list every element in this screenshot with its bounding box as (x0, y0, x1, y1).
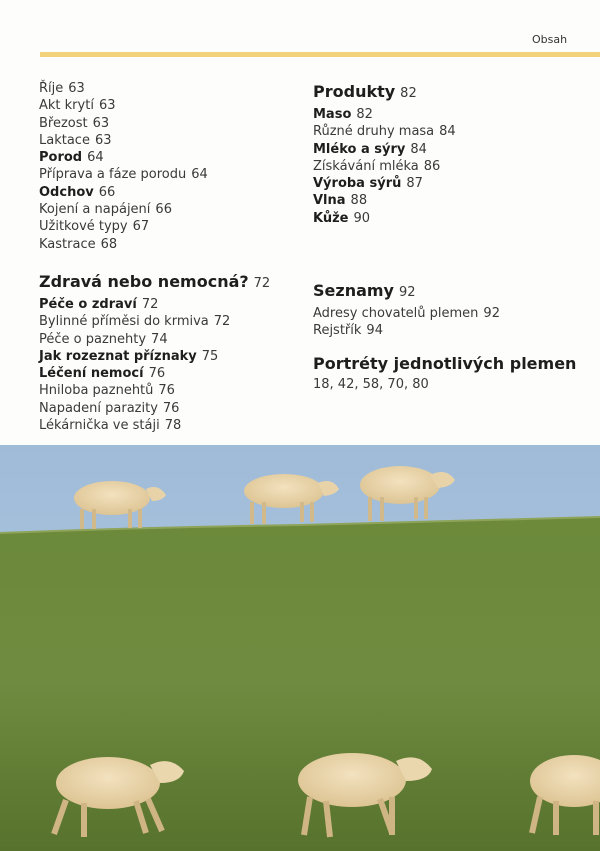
toc-entry-page: 67 (132, 219, 150, 235)
toc-entry-label: Produkty (313, 82, 396, 101)
toc-entry-label: Bylinné příměsi do krmiva (39, 314, 209, 330)
toc-entry (39, 201, 289, 218)
toc-section (39, 80, 289, 253)
toc-entry-page: 84 (439, 124, 456, 140)
toc-left-column (39, 80, 289, 434)
toc-section (313, 80, 593, 227)
toc-section (39, 270, 289, 434)
toc-entry-page: 64 (191, 167, 208, 183)
toc-entry-label: Rejstřík (313, 323, 362, 339)
toc-entry-page: 94 (366, 323, 383, 339)
toc-entry (313, 322, 593, 339)
toc-entry (313, 175, 593, 192)
toc-entry-page: 87 (406, 176, 423, 192)
toc-heading (313, 80, 593, 106)
toc-entry-label: Kůže (313, 210, 349, 226)
toc-heading (39, 270, 289, 296)
toc-entry-label: Porod (39, 150, 83, 166)
toc-entry-page: 63 (92, 115, 110, 131)
toc-heading (313, 279, 593, 305)
toc-entry-page: 92 (483, 306, 500, 322)
toc-section (313, 352, 593, 393)
toc-entry (39, 296, 289, 313)
toc-right-column (313, 80, 593, 393)
toc-entry (39, 97, 289, 114)
toc-entry (39, 166, 289, 183)
toc-entry-label: Odchov (39, 184, 94, 200)
toc-entry-page: 78 (164, 418, 182, 434)
toc-entry (39, 218, 289, 235)
toc-entry-label: Výroba sýrů (313, 176, 402, 192)
toc-entry (313, 106, 593, 123)
toc-entry-page: 76 (158, 383, 175, 399)
toc-entry-label: Březost (39, 115, 88, 131)
toc-entry (313, 158, 593, 175)
toc-entry-page: 92 (398, 285, 416, 301)
toc-entry-label: Seznamy (313, 281, 394, 301)
toc-entry-label: Říje (39, 81, 64, 96)
toc-entry-label: Maso (313, 107, 352, 122)
toc-entry-label: Mléko a sýry (313, 141, 406, 157)
toc-entry (39, 400, 289, 417)
toc-entry-label: Získávání mléka (313, 158, 419, 174)
toc-entry-page: 72 (253, 275, 271, 291)
toc-entry-label: Portréty jednotlivých plemen (313, 353, 577, 373)
toc-entry-page: 86 (423, 158, 441, 174)
toc-entry-page: 75 (201, 348, 219, 364)
toc-entry (39, 365, 289, 382)
section-label: Obsah (532, 33, 568, 46)
toc-entry (39, 115, 289, 132)
toc-entry-label: Akt krytí (39, 98, 94, 114)
toc-entry-label: Hniloba paznehtů (39, 383, 154, 399)
toc-entry-label: Jak rozeznat příznaky (39, 348, 197, 364)
toc-entry (313, 376, 593, 393)
toc-entry (39, 132, 289, 149)
toc-entry-page: 63 (68, 81, 85, 96)
toc-entry-label: Péče o paznehty (39, 331, 147, 347)
toc-entry (313, 305, 593, 322)
toc-entry-page: 82 (400, 86, 417, 101)
sheep-on-dyke-illustration (0, 445, 600, 851)
toc-entry-label: Lékárnička ve stáji (39, 418, 160, 434)
toc-entry-label: Adresy chovatelů plemen (313, 306, 479, 322)
toc-entry-page: 63 (98, 98, 116, 114)
toc-entry (313, 141, 593, 158)
toc-entry-page: 72 (141, 296, 159, 312)
toc-entry (39, 184, 289, 201)
toc-entry (39, 417, 289, 434)
toc-entry-label: Léčení nemocí (39, 366, 144, 382)
toc-entry (39, 382, 289, 399)
toc-entry (39, 149, 289, 166)
toc-entry-page: 76 (162, 400, 180, 416)
toc-entry-page: 88 (350, 193, 368, 209)
toc-entry-page: 63 (94, 132, 112, 148)
toc-entry-label: Vlna (313, 193, 346, 209)
toc-entry-label: Příprava a fáze porodu (39, 167, 187, 183)
toc-entry-page: 90 (353, 210, 371, 226)
toc-entry-label: Kastrace (39, 236, 96, 252)
toc-entry-label: Péče o zdraví (39, 296, 137, 312)
toc-entry (39, 80, 289, 97)
toc-entry-label: Napadení parazity (39, 400, 158, 416)
toc-entry-label: 18, 42, 58, 70, 80 (313, 376, 429, 392)
toc-entry-page: 82 (356, 107, 373, 122)
toc-entry-page: 84 (410, 141, 427, 157)
toc-entry-page: 66 (155, 202, 172, 218)
toc-heading (313, 352, 593, 376)
toc-entry-page: 64 (87, 150, 104, 166)
sheep-photo (0, 445, 600, 851)
toc-entry-label: Různé druhy masa (313, 124, 435, 140)
toc-entry-label: Užitkové typy (39, 219, 128, 235)
toc-entry-page: 76 (148, 366, 166, 382)
toc-entry-label: Laktace (39, 132, 90, 148)
header-rule (40, 52, 600, 57)
toc-entry (39, 348, 289, 365)
toc-entry (39, 313, 289, 330)
toc-entry-page: 68 (100, 236, 118, 252)
toc-entry (313, 123, 593, 140)
toc-entry-label: Zdravá nebo nemocná? (39, 271, 249, 291)
toc-entry-page: 72 (213, 314, 231, 330)
toc-entry (313, 210, 593, 227)
toc-entry (313, 192, 593, 209)
toc-entry-page: 66 (98, 184, 116, 200)
toc-entry-page: 74 (151, 331, 168, 347)
toc-entry (39, 236, 289, 253)
toc-section (313, 279, 593, 340)
toc-entry (39, 331, 289, 348)
toc-entry-label: Kojení a napájení (39, 202, 151, 218)
